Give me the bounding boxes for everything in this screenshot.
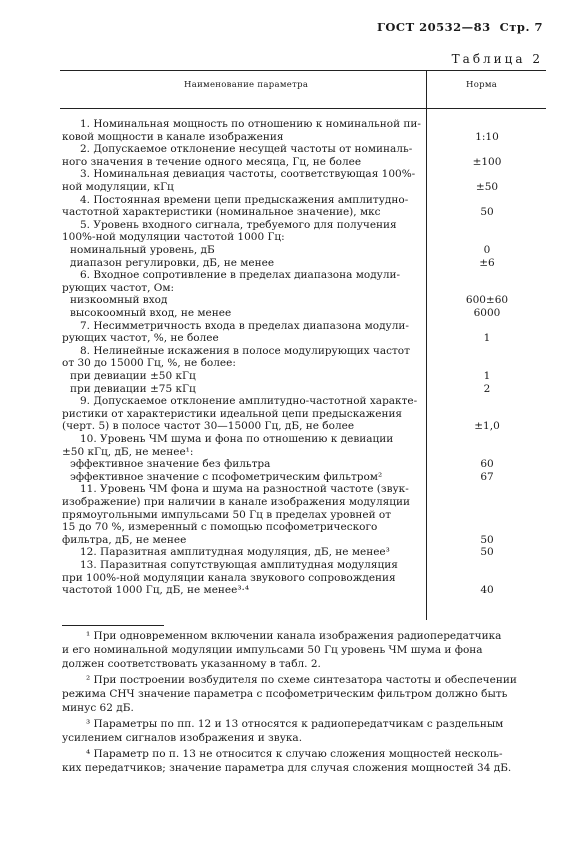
parameter-text: высокоомный вход, не менее [70, 307, 232, 319]
footnote [62, 673, 538, 715]
table-row [62, 370, 548, 382]
parameter-text: при девиации ±50 кГц [70, 370, 196, 382]
footnote-line: должен соответствовать указанному в табл. 2. [62, 658, 321, 670]
table-row [62, 181, 548, 193]
table-row [62, 408, 548, 420]
table-row [62, 433, 548, 445]
parameter-text: ной модуляции, кГц [62, 181, 174, 193]
table-row [62, 420, 548, 432]
norm-value: 40 [480, 584, 494, 597]
parameter-text: эффективное значение без фильтра [70, 458, 271, 471]
table-row [62, 383, 548, 395]
footnote-line: ² При построении возбудителя по схеме синтезатора частоты и обеспечении [86, 674, 517, 686]
parameter-text: прямоугольными импульсами 50 Гц в пределах уровней от [62, 508, 392, 521]
table-row [62, 546, 548, 558]
table-row [62, 219, 548, 231]
table-row [62, 559, 548, 571]
table-row [62, 156, 548, 168]
parameter-text: 5. Уровень входного сигнала, требуемого для получения [80, 218, 397, 231]
norm-value: 2 [483, 382, 491, 395]
parameter-text: диапазон регулировки, дБ, не менее [70, 256, 275, 269]
parameter-text: 1. Номинальная мощность по отношению к номинальной пи- [80, 118, 421, 130]
parameter-text: 12. Паразитная амплитудная модуляция, дБ, не менее³ [80, 546, 390, 559]
parameter-text: 6. Входное сопротивление в пределах диапазона модули- [80, 269, 401, 282]
standard-code: ГОСТ 20532—83 [376, 20, 491, 34]
table-header-divider [60, 108, 546, 109]
footnote [62, 629, 538, 671]
footnote-line: ких передатчиков; значение параметра для случая сложения мощностей 34 дБ. [62, 762, 512, 774]
footnote-line: и его номинальной модуляции импульсами 50 Гц уровень ЧМ шума и фона [62, 644, 483, 656]
column-header-name: Наименование параметра [184, 80, 309, 90]
table-row [62, 496, 548, 508]
table-row [62, 194, 548, 206]
parameter-text: низкоомный вход [70, 294, 168, 307]
parameter-text: 11. Уровень ЧМ фона и шума на разностной частоте (звук- [80, 483, 409, 496]
table-row [62, 231, 548, 243]
norm-value: 0 [483, 244, 491, 256]
table-row [62, 168, 548, 180]
parameter-text: 100%-ной модуляции частотой 1000 Гц: [62, 231, 285, 244]
parameter-text: фильтра, дБ, не менее [62, 533, 187, 546]
parameter-text: 2. Допускаемое отклонение несущей частоты от номиналь- [80, 143, 413, 156]
page-number: Стр. 7 [499, 20, 543, 34]
parameter-text: от 30 до 15000 Гц, %, не более: [62, 357, 236, 370]
norm-value: 6000 [473, 307, 501, 319]
table-row [62, 483, 548, 495]
table-row [62, 395, 548, 407]
page-header [377, 20, 543, 34]
parameter-text: рующих частот, %, не более [62, 332, 219, 345]
norm-value: 50 [480, 533, 494, 546]
norm-value: ±100 [472, 155, 502, 168]
parameter-text: 7. Несимметричность входа в пределах диапазона модули- [80, 319, 409, 332]
table-row [62, 534, 548, 546]
parameter-text: номинальный уровень, дБ [70, 244, 215, 256]
table-row [62, 282, 548, 294]
parameter-text: 9. Допускаемое отклонение амплитудно-частотной характе- [80, 395, 418, 408]
parameter-text: частотой 1000 Гц, дБ, не менее³·⁴ [62, 584, 250, 597]
table-row [62, 509, 548, 521]
norm-value: ±1,0 [474, 420, 500, 433]
table-row [62, 332, 548, 344]
table-row [62, 345, 548, 357]
table-row [62, 521, 548, 533]
footnote [62, 747, 538, 775]
table-row [62, 143, 548, 155]
table-title: Таблица 2 [451, 52, 543, 66]
table-row [62, 206, 548, 218]
table-row [62, 257, 548, 269]
table-row [62, 446, 548, 458]
table-row [62, 320, 548, 332]
parameter-text: 13. Паразитная сопутствующая амплитудная модуляция [80, 559, 398, 571]
column-header-value: Норма [466, 80, 498, 90]
parameter-text: 10. Уровень ЧМ шума и фона по отношению к девиации [80, 433, 394, 445]
table-row [62, 244, 548, 256]
table-row [62, 357, 548, 369]
parameter-text: ного значения в течение одного месяца, Гц, не более [62, 155, 362, 168]
parameter-text: 8. Нелинейные искажения в полосе модулирующих частот [80, 344, 410, 357]
table-row [62, 294, 548, 306]
table-row [62, 118, 548, 130]
footnote-line: ⁴ Параметр по п. 13 не относится к случаю сложения мощностей несколь- [86, 748, 503, 760]
norm-value: 1 [483, 332, 491, 345]
norm-value: 600±60 [465, 294, 509, 307]
table-top-border [60, 70, 546, 71]
footnote-separator [62, 625, 164, 626]
parameter-text: ристики от характеристики идеальной цепи предыскажения [62, 407, 403, 420]
footnote-line: усилением сигналов изображения и звука. [62, 732, 303, 744]
norm-value: ±50 [475, 181, 499, 193]
parameter-text: 15 до 70 %, измеренный с помощью псофометрического [62, 521, 378, 534]
parameter-text: при девиации ±75 кГц [70, 382, 196, 395]
norm-value: 67 [480, 470, 494, 483]
norm-value: ±6 [479, 256, 495, 269]
footnote-line: минус 62 дБ. [62, 702, 134, 714]
parameter-text: рующих частот, Ом: [62, 281, 175, 294]
norm-value: 60 [480, 458, 494, 471]
table-row [62, 307, 548, 319]
parameter-text: частотной характеристики (номинальное значение), мкс [62, 206, 381, 219]
table-row [62, 584, 548, 596]
parameter-text: эффективное значение с псофометрическим фильтром² [70, 470, 383, 483]
parameter-text: 3. Номинальная девиация частоты, соответствующая 100%- [80, 168, 416, 181]
norm-value: 1:10 [475, 130, 499, 143]
table-row [62, 458, 548, 470]
table-row [62, 269, 548, 281]
norm-value: 1 [483, 370, 491, 382]
footnote [62, 717, 538, 745]
table-row [62, 572, 548, 584]
norm-value: 50 [480, 546, 494, 559]
parameter-text: изображение) при наличии в канале изображения модуляции [62, 496, 411, 508]
table-row [62, 471, 548, 483]
parameter-text: при 100%-ной модуляции канала звукового сопровождения [62, 571, 396, 584]
norm-value: 50 [480, 206, 494, 219]
parameter-text: 4. Постоянная времени цепи предыскажения амплитудно- [80, 193, 409, 206]
footnote-line: ¹ При одновременном включении канала изображения радиопередатчика [86, 630, 502, 642]
parameter-text: (черт. 5) в полосе частот 30—15000 Гц, дБ, не более [62, 420, 355, 433]
footnote-line: ³ Параметры по пп. 12 и 13 относятся к радиопередатчикам с раздельным [86, 718, 504, 730]
parameter-text: ковой мощности в канале изображения [62, 130, 284, 143]
parameter-text: ±50 кГц, дБ, не менее¹: [62, 445, 194, 458]
table-row [62, 131, 548, 143]
footnote-line: режима СНЧ значение параметра с псофометрическим фильтром должно быть [62, 688, 508, 700]
